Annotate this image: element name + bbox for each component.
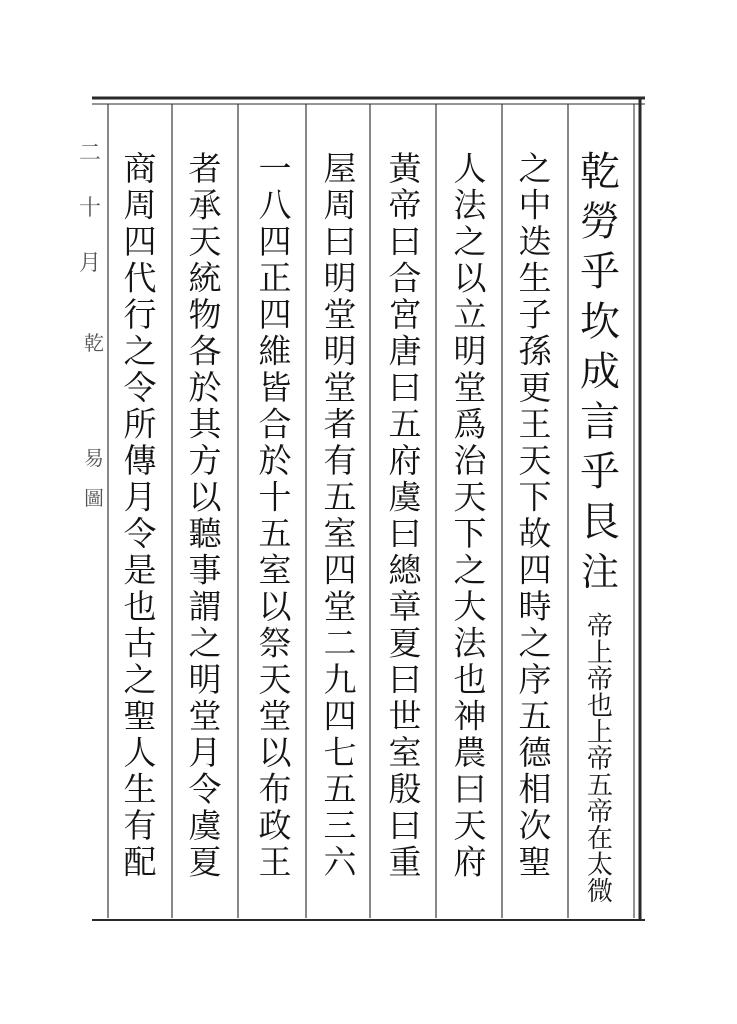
column-3-text-char: 堂 xyxy=(453,368,487,407)
column-3-text-char: 治 xyxy=(453,441,487,480)
column-1-annotation-char: 帝 xyxy=(586,612,614,642)
column-5-text-char: 五 xyxy=(323,769,357,809)
column-6-text-char: 王 xyxy=(258,842,292,882)
column-2-text-char: 孫 xyxy=(518,331,552,371)
column-5-text-char: 室 xyxy=(323,514,357,553)
column-6-text-char: 合 xyxy=(258,404,292,444)
column-8-text-char: 有 xyxy=(123,806,157,845)
column-7-text-char: 謂 xyxy=(188,587,222,626)
column-6-text-char: 政 xyxy=(258,806,292,845)
column-8-text-char: 傳 xyxy=(123,441,157,480)
column-8-text-char: 行 xyxy=(123,295,157,334)
column-1-annotation-char: 在 xyxy=(586,824,614,854)
column-5-text-char: 四 xyxy=(323,550,357,590)
column-1-heading-char: 坎 xyxy=(580,299,620,345)
column-6-text-char: 以 xyxy=(258,587,292,626)
column-1-heading-char: 乎 xyxy=(580,249,620,295)
column-4-text-char: 曰 xyxy=(388,660,422,699)
column-5-text-char: 堂 xyxy=(323,295,357,334)
column-7-text-char: 虞 xyxy=(188,806,222,845)
column-3-text-char: 天 xyxy=(453,806,487,845)
column-8-text xyxy=(124,149,157,882)
column-4-text-char: 帝 xyxy=(388,185,422,225)
column-7-text-char: 方 xyxy=(188,441,222,480)
column-8-text-char: 人 xyxy=(123,733,157,772)
margin-mark-4: 乾 xyxy=(84,331,104,355)
text-columns xyxy=(124,149,621,907)
column-2-text-char: 德 xyxy=(518,733,552,772)
column-2-text-char: 子 xyxy=(518,295,552,334)
column-3-text-char: 曰 xyxy=(453,769,487,809)
column-5-text-char: 曰 xyxy=(323,222,357,261)
column-4-text-char: 夏 xyxy=(388,623,422,663)
column-6-text-char: 堂 xyxy=(258,696,292,736)
column-2-text-char: 下 xyxy=(518,477,552,517)
column-7-text-char: 令 xyxy=(188,769,222,809)
column-7-text-char: 事 xyxy=(188,550,222,590)
column-3-text-char: 人 xyxy=(453,149,487,188)
column-3-text xyxy=(454,149,489,882)
column-5-text-char: 堂 xyxy=(323,587,357,626)
column-6-text-char: 於 xyxy=(258,441,292,480)
column-1-heading-char: 乎 xyxy=(580,449,620,495)
column-8-text-char: 四 xyxy=(123,222,157,261)
column-4-text-char: 曰 xyxy=(388,368,422,407)
column-5-text-char: 明 xyxy=(323,258,357,298)
column-6-text-char: 正 xyxy=(258,258,292,298)
column-1-annotation-char: 五 xyxy=(586,771,614,801)
column-4-text-char: 室 xyxy=(388,733,422,772)
column-1-annotation-char: 帝 xyxy=(586,665,614,695)
column-8-text-char: 令 xyxy=(123,514,157,553)
column-8-text-char: 聖 xyxy=(123,696,157,736)
margin-mark-6: 圖 xyxy=(84,486,104,510)
column-2-text-char: 天 xyxy=(518,441,552,480)
column-4-text-char: 曰 xyxy=(388,806,422,845)
column-8-text-char: 生 xyxy=(123,769,157,809)
column-4-text-char: 殷 xyxy=(388,769,422,809)
column-4-text-char: 府 xyxy=(388,441,422,480)
column-8-text-char: 之 xyxy=(123,331,157,371)
margin-mark-1: 二 xyxy=(78,141,102,166)
column-4-text-char: 合 xyxy=(388,258,422,298)
column-6-text xyxy=(259,149,294,882)
column-6-text-char: 十 xyxy=(258,477,292,517)
column-3-text-char: 天 xyxy=(453,477,487,517)
column-5-text-char: 七 xyxy=(323,733,357,772)
column-7-text-char: 夏 xyxy=(188,842,222,882)
column-1-annotation xyxy=(587,612,613,907)
column-6-text-char: 室 xyxy=(258,550,292,590)
column-7-text-char: 明 xyxy=(188,660,222,699)
column-5-text-char: 六 xyxy=(323,842,357,882)
column-7-text-char: 者 xyxy=(188,149,222,188)
column-1-annotation-char: 上 xyxy=(586,718,614,748)
column-6-text-char: 五 xyxy=(258,514,292,553)
column-2-text-char: 四 xyxy=(518,550,552,590)
column-5-text-char: 四 xyxy=(323,696,357,736)
column-4-text-char: 唐 xyxy=(388,331,422,371)
column-8-text-char: 代 xyxy=(123,258,157,298)
column-8-text-char: 月 xyxy=(123,477,157,517)
column-6-text-char: 布 xyxy=(258,769,292,809)
column-4-text-char: 重 xyxy=(388,842,422,882)
column-2-text-char: 中 xyxy=(518,185,552,225)
column-2-text-char: 王 xyxy=(518,404,552,444)
column-8-text-char: 是 xyxy=(123,550,157,590)
column-5-text-char: 堂 xyxy=(323,368,357,407)
column-1-note-mark xyxy=(581,550,619,594)
column-6-text-char: 八 xyxy=(258,185,292,225)
column-1-heading-char: 言 xyxy=(580,399,620,445)
column-7-text-char: 月 xyxy=(188,733,222,772)
column-2-text xyxy=(519,149,553,882)
column-5-text xyxy=(324,149,358,882)
column-2-text-char: 迭 xyxy=(518,222,552,261)
column-5-text-char: 二 xyxy=(323,623,357,663)
margin-mark-2: 十 xyxy=(78,196,102,221)
column-7-text-char: 以 xyxy=(188,477,222,517)
column-1-annotation-char: 帝 xyxy=(586,744,614,775)
column-8-text-char: 令 xyxy=(123,368,157,407)
column-6-text-char: 皆 xyxy=(258,368,292,407)
column-5-text-char: 五 xyxy=(323,477,357,517)
column-3-text-char: 明 xyxy=(453,331,487,371)
column-1-annotation-char: 也 xyxy=(586,691,614,722)
column-5-text-char: 周 xyxy=(323,185,357,225)
column-7-text-char: 之 xyxy=(188,623,222,663)
column-2-text-char: 時 xyxy=(518,587,552,626)
column-3-text-char: 以 xyxy=(453,258,487,298)
column-4-text-char: 總 xyxy=(388,550,422,590)
column-6-text-char: 維 xyxy=(258,331,292,371)
column-2-text-char: 更 xyxy=(518,368,552,407)
column-5-text-char: 屋 xyxy=(323,149,357,188)
column-7-text-char: 堂 xyxy=(188,696,222,736)
column-8-text-char: 配 xyxy=(123,842,157,882)
column-2-text-char: 五 xyxy=(518,696,552,736)
column-1-annotation-char: 太 xyxy=(586,850,614,881)
column-4-text-char: 曰 xyxy=(388,222,422,261)
column-7-text xyxy=(189,149,224,882)
margin-marks xyxy=(79,141,104,510)
column-8-text-char: 古 xyxy=(123,623,157,663)
column-6-text-char: 祭 xyxy=(258,623,292,663)
column-6-text-char: 四 xyxy=(258,222,292,261)
column-1-heading-char: 成 xyxy=(580,349,620,395)
column-5-text-char: 三 xyxy=(323,806,357,845)
column-7-text-char: 各 xyxy=(188,331,222,371)
column-3-text-char: 農 xyxy=(453,733,487,772)
column-7-text-char: 聽 xyxy=(188,514,222,553)
column-3-text-char: 立 xyxy=(453,295,487,334)
column-5-text-char: 有 xyxy=(323,441,357,480)
column-3-text-char: 之 xyxy=(453,222,487,261)
column-7-text-char: 其 xyxy=(188,404,222,444)
column-5-text-char: 九 xyxy=(323,660,357,699)
column-1-annotation-char: 上 xyxy=(586,638,614,669)
column-1-heading-char: 勞 xyxy=(580,199,620,245)
column-6-text-char: 一 xyxy=(258,149,292,188)
column-4-text-char: 虞 xyxy=(388,477,422,517)
column-5-text-char: 明 xyxy=(323,331,357,371)
column-4-text-char: 曰 xyxy=(388,514,422,553)
column-3-text-char: 府 xyxy=(453,842,487,882)
column-3-text-char: 法 xyxy=(453,185,487,225)
column-4-text-char: 宮 xyxy=(388,295,422,334)
column-7-text-char: 天 xyxy=(188,222,222,261)
column-4-text-char: 章 xyxy=(388,587,422,626)
column-3-text-char: 大 xyxy=(453,587,487,626)
column-1-annotation-char: 帝 xyxy=(586,797,614,828)
column-1-heading xyxy=(580,149,620,545)
column-3-text-char: 爲 xyxy=(453,404,487,444)
column-6-text-char: 四 xyxy=(258,295,292,334)
column-2-text-char: 相 xyxy=(518,769,552,809)
column-3-text-char: 神 xyxy=(453,696,487,736)
column-2-text-char: 故 xyxy=(518,514,552,553)
column-7-text-char: 統 xyxy=(188,258,222,298)
column-4-text-char: 五 xyxy=(388,404,422,444)
column-3-text-char: 下 xyxy=(453,514,487,553)
column-4-text-char: 黃 xyxy=(388,149,422,188)
column-6-text-char: 以 xyxy=(258,733,292,772)
column-1-heading-char: 乾 xyxy=(580,149,620,195)
column-4-text-char: 世 xyxy=(388,696,422,736)
column-2-text-char: 序 xyxy=(518,660,552,699)
column-8-text-char: 周 xyxy=(123,185,157,225)
column-4-text xyxy=(389,149,424,882)
column-6-text-char: 天 xyxy=(258,660,292,699)
column-5-text-char: 者 xyxy=(323,404,357,444)
column-2-text-char: 之 xyxy=(518,149,552,188)
column-8-text-char: 商 xyxy=(123,149,157,188)
column-7-text-char: 物 xyxy=(188,295,222,334)
column-2-text-char: 次 xyxy=(518,806,552,845)
column-2-text-char: 聖 xyxy=(518,842,552,882)
column-7-text-char: 於 xyxy=(188,368,222,407)
column-2-text-char: 生 xyxy=(518,258,552,298)
column-8-text-char: 之 xyxy=(123,660,157,699)
column-3-text-char: 也 xyxy=(453,660,487,699)
column-1-heading-char: 艮 xyxy=(580,499,620,545)
column-2-text-char: 之 xyxy=(518,623,552,663)
column-1-note-mark-char: 注 xyxy=(580,550,620,594)
page-frame xyxy=(92,98,645,920)
column-3-text-char: 法 xyxy=(453,623,487,663)
column-1-annotation-char: 微 xyxy=(586,877,614,907)
margin-mark-3: 月 xyxy=(78,251,102,276)
column-8-text-char: 所 xyxy=(123,404,157,444)
column-8-text-char: 也 xyxy=(123,587,157,626)
column-7-text-char: 承 xyxy=(188,185,222,225)
column-3-text-char: 之 xyxy=(453,550,487,590)
margin-mark-5: 易 xyxy=(84,446,104,470)
